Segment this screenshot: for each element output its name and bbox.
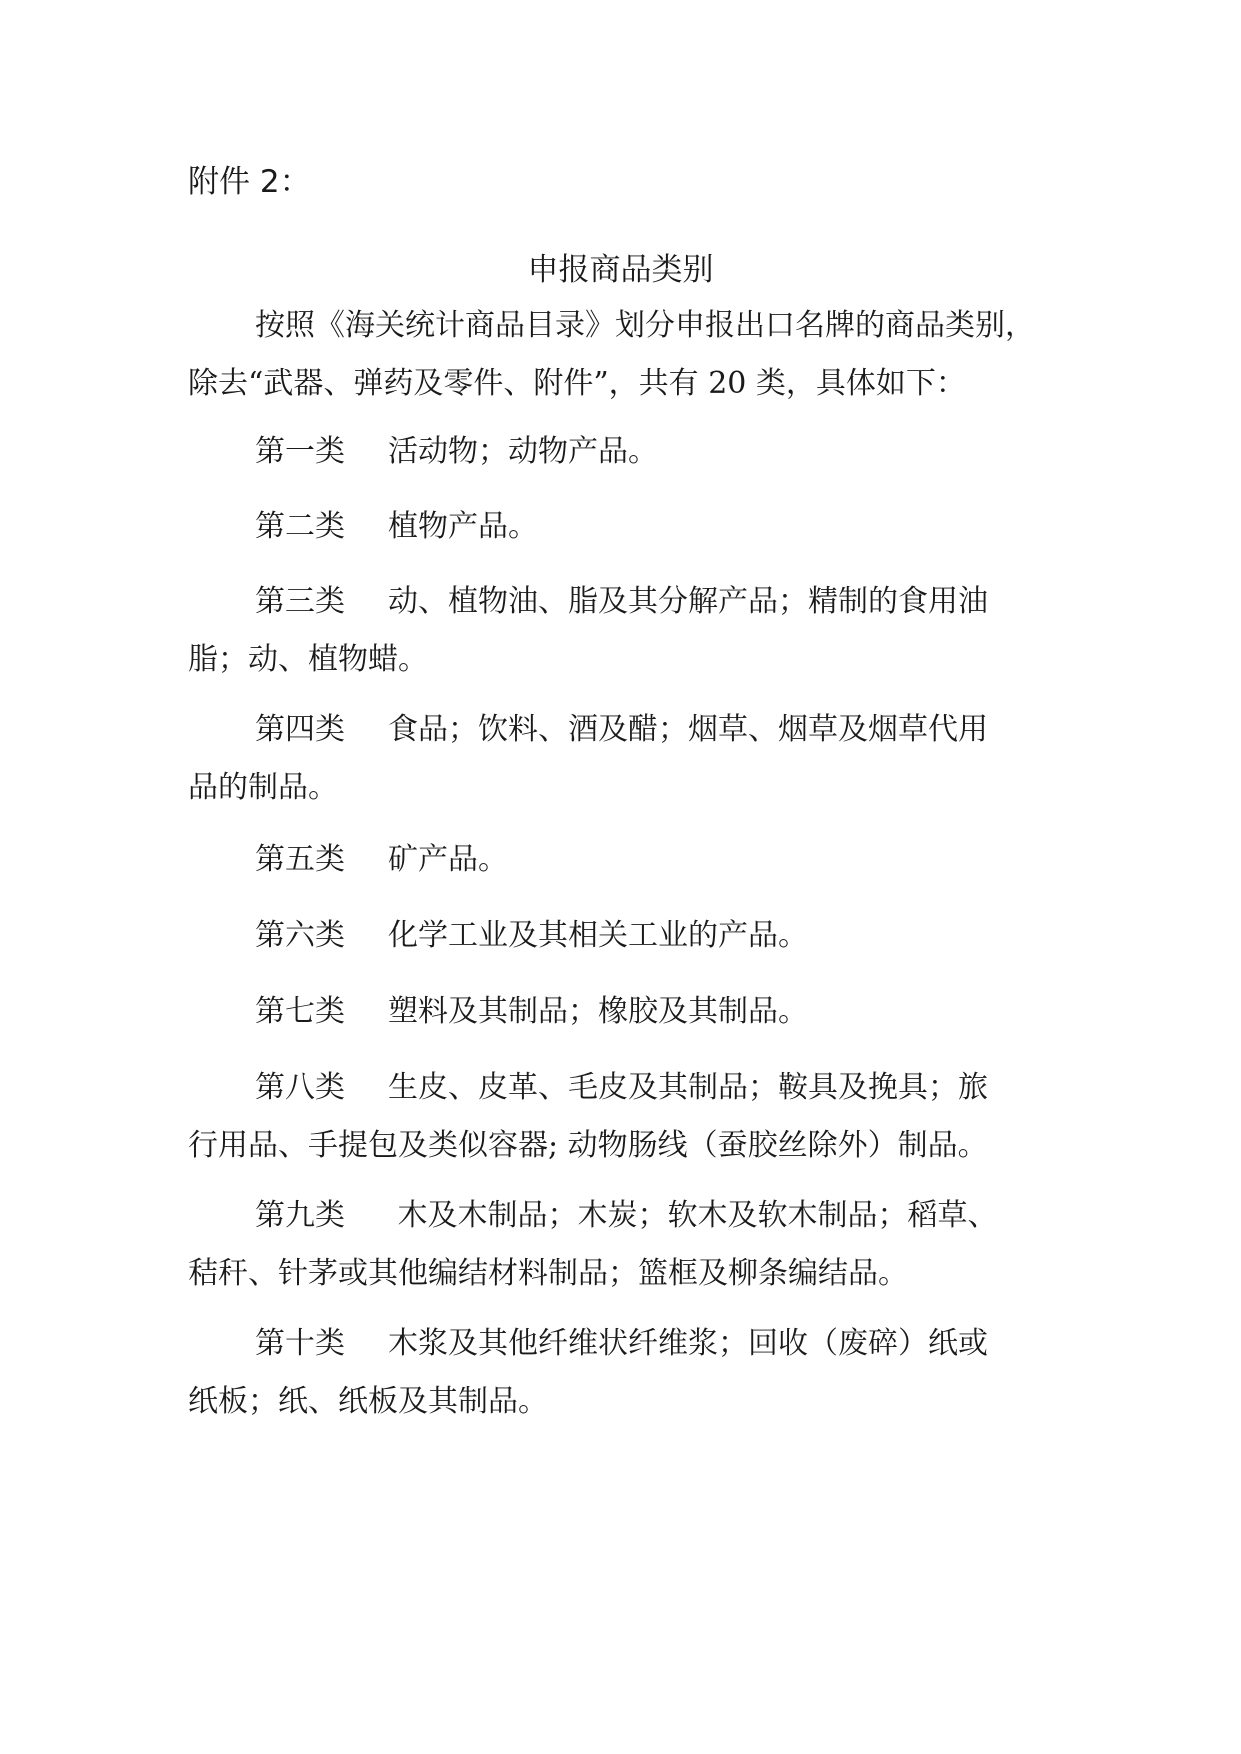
- category-item: [188, 1322, 1068, 1424]
- category-name: 第二类: [255, 509, 345, 544]
- category-text: 塑料及其制品；橡胶及其制品。: [388, 994, 808, 1029]
- category-text: 植物产品。: [388, 509, 538, 544]
- category-name: 第五类: [255, 842, 345, 877]
- category-text: 矿产品。: [388, 842, 508, 877]
- category-text-continued: 纸板；纸、纸板及其制品。: [188, 1384, 548, 1419]
- intro-line-1: 按照《海关统计商品目录》划分申报出口名牌的商品类别，: [255, 308, 1035, 343]
- category-item: [188, 505, 1068, 549]
- category-text: 化学工业及其相关工业的产品。: [388, 918, 808, 953]
- category-text-continued: 脂；动、植物蜡。: [188, 642, 428, 677]
- intro-line-2: 除去“武器、弹药及零件、附件”，共有 20 类，具体如下：: [188, 366, 966, 401]
- category-item: [188, 708, 1068, 810]
- category-text: 动、植物油、脂及其分解产品；精制的食用油: [388, 584, 988, 619]
- category-text-continued: 行用品、手提包及类似容器; 动物肠线（蚕胶丝除外）制品。: [188, 1128, 988, 1163]
- category-text-continued: 秸秆、针茅或其他编结材料制品；篮框及柳条编结品。: [188, 1256, 908, 1291]
- category-name: 第九类: [255, 1198, 345, 1233]
- category-name: 第一类: [255, 434, 345, 469]
- category-text: 木浆及其他纤维状纤维浆；回收（废碎）纸或: [388, 1326, 988, 1361]
- category-item: [188, 1194, 1068, 1296]
- category-item: [188, 838, 1068, 882]
- category-name: 第十类: [255, 1326, 345, 1361]
- category-text: 活动物；动物产品。: [388, 434, 658, 469]
- category-name: 第三类: [255, 584, 345, 619]
- category-item: [188, 580, 1068, 682]
- category-item: [188, 430, 1068, 474]
- category-item: [188, 1066, 1068, 1168]
- attachment-label: 附件 2：: [188, 164, 311, 200]
- category-text-continued: 品的制品。: [188, 770, 338, 805]
- category-text: 生皮、皮革、毛皮及其制品；鞍具及挽具；旅: [388, 1070, 988, 1105]
- category-item: [188, 914, 1068, 958]
- page-title: 申报商品类别: [527, 252, 714, 288]
- category-text: 食品；饮料、酒及醋；烟草、烟草及烟草代用: [388, 712, 988, 747]
- category-name: 第七类: [255, 994, 345, 1029]
- intro-paragraph: [188, 304, 1068, 406]
- category-name: 第六类: [255, 918, 345, 953]
- category-name: 第八类: [255, 1070, 345, 1105]
- category-item: [188, 990, 1068, 1034]
- category-name: 第四类: [255, 712, 345, 747]
- category-text: 木及木制品；木炭；软木及软木制品；稻草、: [388, 1198, 998, 1233]
